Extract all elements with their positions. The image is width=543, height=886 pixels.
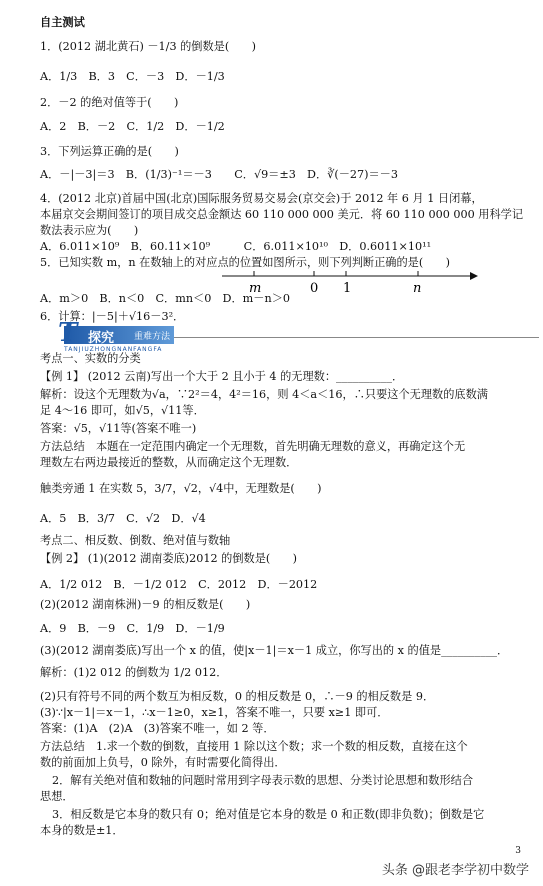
label-n: n: [413, 281, 422, 294]
text-line: 足 4～16 即可，如√5，√11等．: [40, 404, 205, 417]
text-line: A．9 B．－9 C．1/9 D．－1/9: [40, 622, 225, 635]
text-line: 触类旁通 1 在实数 5，3/7，√2，√4中，无理数是( ): [40, 482, 322, 495]
text-line: 4．(2012 北京)首届中国(北京)国际服务贸易交易会(京交会)于 2012 年 6 月 1 日闭幕，: [40, 192, 483, 205]
text-line: 方法总结 1.求一个数的倒数，直接用 1 除以这个数；求一个数的相反数，直接在这个: [40, 740, 468, 753]
banner-letter: T: [58, 318, 78, 348]
text-line: A．5 B．3/7 C．√2 D．√4: [40, 512, 206, 525]
watermark: 头条 @跟老李学初中数学: [381, 863, 529, 878]
text-line: 5．已知实数 m，n 在数轴上的对应点的位置如图所示，则下列判断正确的是( ): [40, 256, 450, 269]
number-line-svg: [218, 268, 478, 294]
label-1: 1: [343, 281, 352, 294]
text-line: 2．－2 的绝对值等于( ): [40, 96, 179, 109]
text-line: 自主测试: [40, 16, 85, 29]
text-line: 解析：设这个无理数为√a，∵2²＝4，4²＝16，则 4＜a＜16，∴只要这个无理数的底数满: [40, 388, 488, 401]
text-line: 方法总结 本题在一定范围内确定一个无理数，首先明确无理数的意义，再确定这个无: [40, 440, 466, 453]
text-line: 数的前面加上负号，0 除外，有时需要化简得出．: [40, 756, 286, 769]
text-line: 【例 2】 (1)(2012 湖南娄底)2012 的倒数是( ): [40, 552, 298, 565]
text-line: 考点二、相反数、倒数、绝对值与数轴: [40, 534, 231, 547]
text-line: 考点一、实数的分类: [40, 352, 141, 365]
text-line: 6．计算：|－5|＋√16－3²．: [40, 310, 185, 323]
label-m: m: [249, 281, 262, 294]
label-0: 0: [310, 281, 319, 294]
text-line: 答案：√5，√11等(答案不唯一): [40, 422, 197, 435]
text-line: 3．下列运算正确的是( ): [40, 145, 179, 158]
number-line-figure: [218, 268, 478, 294]
text-line: 答案：(1)A (2)A (3)答案不唯一，如 2 等．: [40, 722, 275, 735]
text-line: 本届京交会期间签订的项目成交总金额达 60 110 000 000 美元．将 60 110 000 000 用科学记: [40, 208, 524, 221]
text-line: (3)∵|x－1|＝x－1，∴x－1≥0，x≥1，答案不唯一，只要 x≥1 即可．: [40, 706, 389, 719]
text-line: 3．相反数是它本身的数只有 0；绝对值是它本身的数是 0 和正数(即非负数)；倒数是它: [52, 808, 485, 821]
page-number: 3: [515, 846, 521, 856]
text-line: A．m＞0 B．n＜0 C．mn＜0 D．m－n＞0: [40, 292, 290, 305]
banner-subtitle: 重难方法: [134, 332, 171, 342]
banner-pinyin: TANJIUZHONGNANFANGFA: [64, 346, 163, 353]
number-line-arrow: [470, 272, 478, 280]
text-line: (2)只有符号不同的两个数互为相反数，0 的相反数是 0，∴－9 的相反数是 9．: [40, 690, 435, 703]
text-line: A．2 B．－2 C．1/2 D．－1/2: [40, 120, 225, 133]
text-line: A．1/2 012 B．－1/2 012 C．2012 D．－2012: [40, 578, 318, 591]
text-line: 理数左右两边最接近的整数，从而确定这个无理数．: [40, 456, 298, 469]
text-line: A．1/3 B．3 C．－3 D．－1/3: [40, 70, 225, 83]
text-line: 解析：(1)2 012 的倒数为 1/2 012．: [40, 666, 228, 679]
text-line: 思想．: [40, 790, 74, 803]
text-line: 2．解有关绝对值和数轴的问题时常用到字母表示数的思想、分类讨论思想和数形结合: [52, 774, 474, 787]
text-line: 1．(2012 湖北黄石) －1/3 的倒数是( ): [40, 40, 256, 53]
section-banner: [58, 318, 539, 353]
text-line: A．－|－3|＝3 B．(1/3)⁻¹＝－3 C．√9＝±3 D．∛(－27)＝－3: [40, 168, 398, 181]
text-line: A．6.011×10⁹ B．60.11×10⁹ C．6.011×10¹⁰ D．0.6011×10¹¹: [40, 240, 432, 253]
text-line: 【例 1】 (2012 云南)写出一个大于 2 且小于 4 的无理数：__________．: [40, 370, 404, 383]
text-line: (2)(2012 湖南株洲)－9 的相反数是( ): [40, 598, 251, 611]
banner-title: 探究: [88, 331, 115, 346]
text-line: (3)(2012 湖南娄底)写出一个 x 的值，使|x－1|＝x－1 成立，你写出的 x 的值是__________．: [40, 644, 509, 657]
text-line: 本身的数是±1．: [40, 824, 124, 837]
text-line: 数法表示应为( ): [40, 224, 139, 237]
